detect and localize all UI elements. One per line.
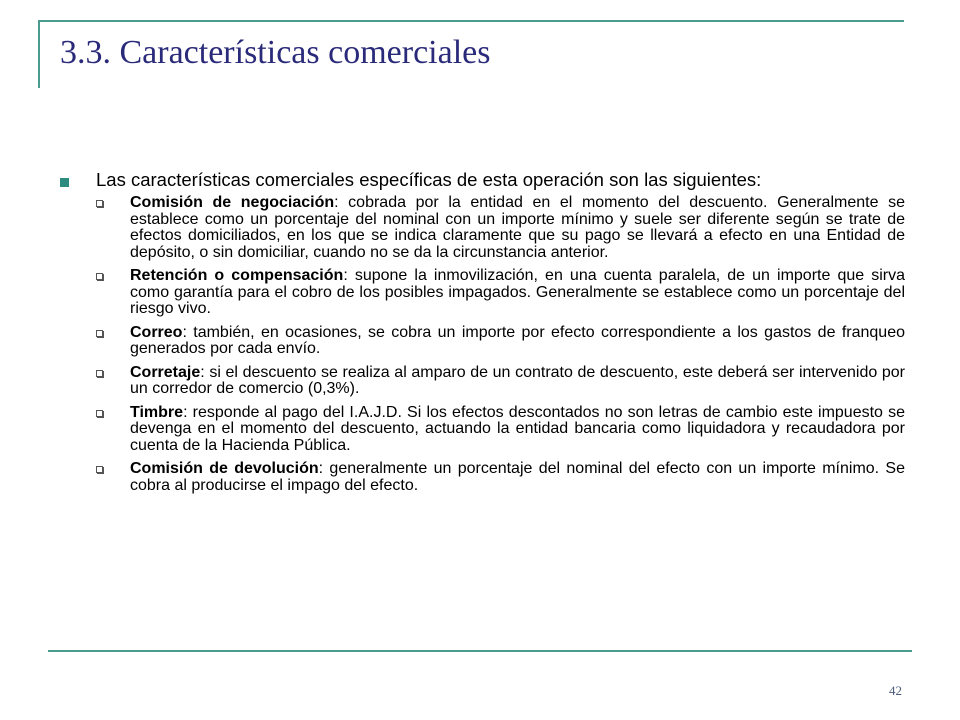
checkbox-bullet-icon [96, 410, 103, 417]
item-term: Corretaje [130, 363, 201, 381]
page-title: 3.3. Características comerciales [60, 34, 491, 71]
checkbox-bullet-icon [96, 200, 103, 207]
main-bullet-item [60, 170, 905, 494]
item-description: : también, en ocasiones, se cobra un importe por efecto correspondiente a los gastos de franqueo generados por cada envío. [130, 323, 905, 357]
checkbox-bullet-icon [96, 273, 103, 280]
left-title-accent [38, 20, 40, 88]
item-description: : cobrada por la entidad en el momento del descuento. Generalmente se establece como un porcentaje del nominal con un importe mínimo y suele ser diferente según se trate de efectos domiciliados, en los que se indica claramente que su pago se llevará a efecto en una Entidad de depósito, o sin domiciliar, cuando no se da la circunstancia anterior. [130, 194, 905, 261]
page-number: 42 [889, 683, 902, 698]
list-item [96, 461, 905, 494]
item-term: Comisión de negociación [130, 194, 335, 211]
characteristics-list [96, 195, 905, 494]
intro-text: Las características comerciales específicas de esta operación son las siguientes: [96, 169, 762, 190]
item-description: : supone la inmovilización, en una cuenta paralela, de un importe que sirva como garantía para el cobro de los posibles impagados. Generalmente se establece como un porcentaje del riesgo vivo. [130, 267, 905, 317]
square-bullet-icon [60, 178, 69, 187]
checkbox-bullet-icon [96, 330, 103, 337]
item-term: Comisión de devolución [130, 460, 319, 477]
item-description: : generalmente un porcentaje del nominal del efecto con un importe mínimo. Se cobra al producirse el impago del efecto. [130, 460, 905, 494]
list-item [96, 195, 905, 261]
item-term: Retención o compensación [130, 267, 344, 284]
top-divider [40, 20, 904, 22]
list-item [96, 325, 905, 358]
list-item [96, 405, 905, 455]
checkbox-bullet-icon [96, 466, 103, 473]
slide-content [60, 170, 905, 501]
checkbox-bullet-icon [96, 370, 103, 377]
item-term: Correo [130, 323, 183, 341]
item-term: Timbre [130, 403, 184, 421]
item-description: : responde al pago del I.A.J.D. Si los efectos descontados no son letras de cambio este impuesto se devenga en el momento del descuento, actuando la entidad bancaria como liquidadora y recaudadora por cuenta de la Hacienda Pública. [130, 403, 905, 454]
list-item [96, 268, 905, 318]
list-item [96, 365, 905, 398]
bottom-divider [48, 650, 912, 652]
item-description: : si el descuento se realiza al amparo de un contrato de descuento, este deberá ser intervenido por un corredor de comercio (0,3%). [130, 363, 905, 397]
